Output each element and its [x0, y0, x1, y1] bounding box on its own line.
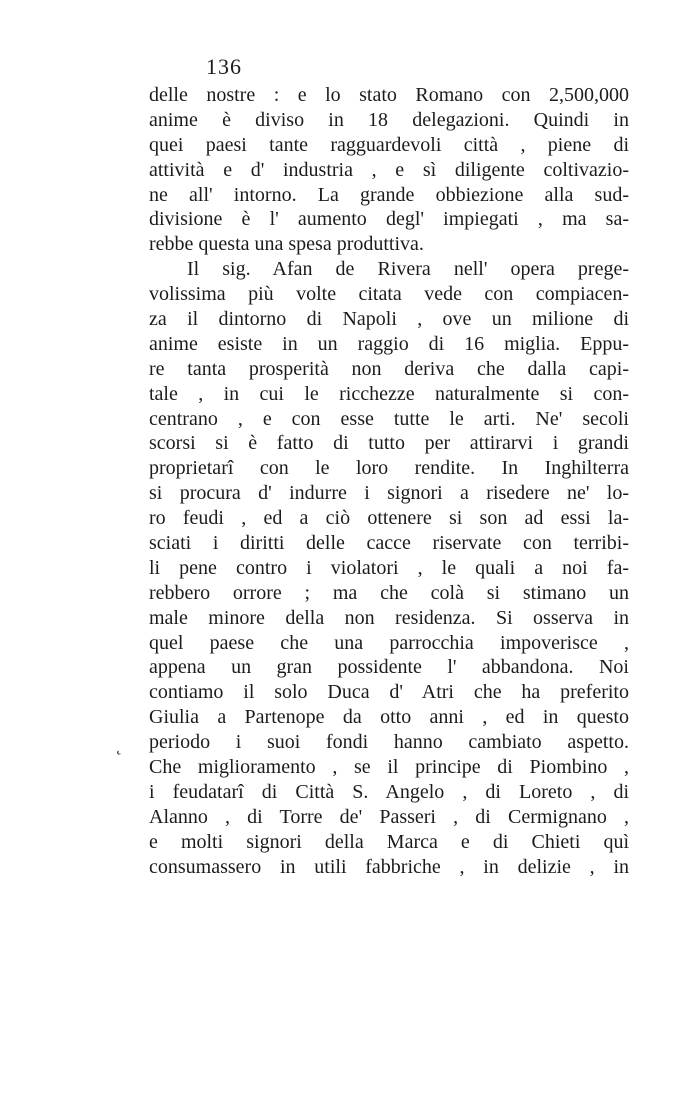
- text-line: Che miglioramento , se il principe di Piombino ,: [149, 756, 629, 779]
- text-line: rebbe questa una spesa produttiva.: [149, 233, 424, 256]
- body-text: [149, 83, 629, 880]
- text-line: proprietarî con le loro rendite. In Inghilterra: [149, 457, 629, 480]
- text-line: appena un gran possidente l' abbandona. Noi: [149, 656, 629, 679]
- text-line: contiamo il solo Duca d' Atri che ha preferito: [149, 681, 629, 704]
- text-line: attività e d' industria , e sì diligente coltivazio-: [149, 158, 629, 181]
- text-line: e molti signori della Marca e di Chieti quì: [149, 830, 629, 853]
- text-line: Alanno , di Torre de' Passeri , di Cermignano ,: [149, 805, 629, 828]
- text-line: rebbero orrore ; ma che colà si stimano un: [149, 581, 629, 604]
- text-line: tale , in cui le ricchezze naturalmente si con-: [149, 382, 629, 405]
- text-line: male minore della non residenza. Si osserva in: [149, 606, 629, 629]
- text-line: Il sig. Afan de Rivera nell' opera prege-: [187, 258, 629, 281]
- page-number: 136: [206, 54, 242, 79]
- text-line: re tanta prosperità non deriva che dalla capi-: [149, 357, 629, 380]
- text-line: i feudatarî di Città S. Angelo , di Loreto , di: [149, 780, 629, 803]
- text-line: ne all' intorno. La grande obbiezione alla sud-: [149, 183, 629, 206]
- text-line: quel paese che una parrocchia impoverisce ,: [149, 631, 629, 654]
- text-line: consumassero in utili fabbriche , in delizie , in: [149, 855, 629, 878]
- text-line: li pene contro i violatori , le quali a noi fa-: [149, 556, 629, 579]
- text-line: volissima più volte citata vede con compiacen-: [149, 283, 629, 306]
- text-line: periodo i suoi fondi hanno cambiato aspetto.: [149, 731, 629, 754]
- text-line: delle nostre : e lo stato Romano con 2,500,000: [149, 84, 629, 106]
- text-line: Giulia a Partenope da otto anni , ed in questo: [149, 706, 629, 729]
- text-line: divisione è l' aumento degl' impiegati , ma sa-: [149, 208, 629, 231]
- text-line: ro feudi , ed a ciò ottenere si son ad essi la-: [149, 507, 629, 530]
- text-line: za il dintorno di Napoli , ove un milione di: [149, 308, 629, 331]
- text-line: centrano , e con esse tutte le arti. Ne' secoli: [149, 407, 629, 430]
- text-line: quei paesi tante ragguardevoli città , piene di: [149, 133, 629, 156]
- text-line: scorsi si è fatto di tutto per attirarvi i grandi: [149, 432, 629, 455]
- text-line: anime esiste in un raggio di 16 miglia. Eppu-: [149, 332, 629, 355]
- text-line: si procura d' indurre i signori a risedere ne' lo-: [149, 482, 629, 505]
- margin-mark: ˛: [116, 735, 122, 755]
- text-line: anime è diviso in 18 delegazioni. Quindi in: [149, 108, 629, 131]
- text-line: sciati i diritti delle cacce riservate con terribi-: [149, 532, 629, 555]
